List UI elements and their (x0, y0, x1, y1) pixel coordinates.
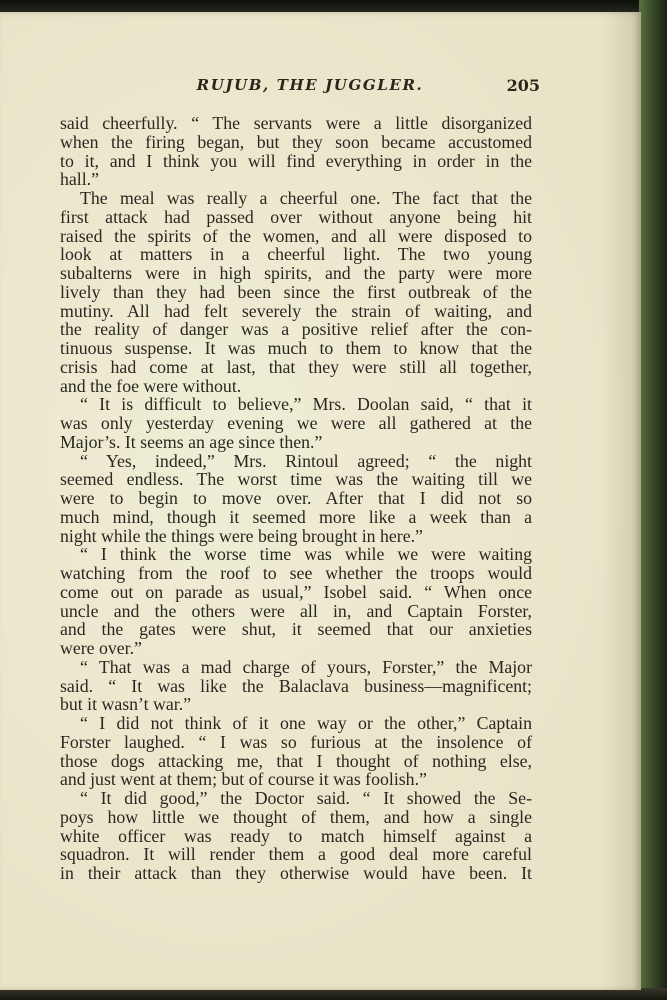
text-line: to it, and I think you will find everything in order in the (60, 150, 532, 171)
text-line: uncle and the others were all in, and Captain Forster, (60, 600, 532, 621)
text-line: raised the spirits of the women, and all were disposed to (60, 225, 532, 246)
text-line: and just went at them; but of course it was foolish.” (60, 769, 427, 790)
text-line: squadron. It will render them a good deal more careful (60, 844, 532, 865)
text-line: “ I did not think of it one way or the other,” Captain (80, 713, 532, 733)
text-line: “ It did good,” the Doctor said. “ It showed the Se- (80, 788, 532, 808)
text-line: “ Yes, indeed,” Mrs. Rintoul agreed; “ the night (80, 450, 532, 471)
text-line: in their attack than they otherwise would have been. It (60, 863, 532, 883)
text-line: mutiny. All had felt severely the strain of waiting, and (60, 300, 532, 321)
text-line: The meal was really a cheerful one. The fact that the (80, 188, 532, 208)
text-line: those dogs attacking me, that I thought of nothing else, (60, 750, 532, 771)
text-line: said cheerfully. “ The servants were a little disorganized (60, 113, 532, 133)
text-line: were over.” (60, 638, 142, 658)
text-line: night while the things were being brought in here.” (60, 525, 423, 546)
text-line: was only yesterday evening we were all gathered at the (60, 413, 532, 433)
text-line: crisis had come at last, that they were still all together, (60, 356, 532, 377)
text-line: poys how little we thought of them, and how a single (60, 806, 532, 827)
text-line: watching from the roof to see whether the troops would (60, 563, 532, 583)
text-line: but it wasn’t war.” (60, 694, 192, 715)
book-page (0, 12, 641, 990)
text-line: subalterns were in high spirits, and the party were more (60, 263, 532, 283)
text-line: first attack had passed over without anyone being hit (60, 206, 532, 227)
text-line: Forster laughed. “ I was so furious at the insolence of (60, 731, 532, 752)
text-line: the reality of danger was a positive relief after the con- (60, 319, 532, 340)
text-line: seemed endless. The worst time was the waiting till we (60, 469, 532, 490)
book-spine (639, 0, 667, 1000)
body-text (60, 114, 532, 883)
text-line: look at matters in a cheerful light. The two young (60, 244, 532, 265)
text-line: Major’s. It seems an age since then.” (60, 431, 323, 452)
text-line: come out on parade as usual,” Isobel said. “ When once (60, 581, 532, 602)
running-head (0, 74, 641, 100)
text-line: white officer was ready to match himself against a (60, 825, 532, 846)
text-line: “ It is difficult to believe,” Mrs. Doolan said, “ that it (80, 394, 532, 415)
text-line: and the gates were shut, it seemed that our anxieties (60, 619, 532, 640)
text-line: said. “ It was like the Balaclava business—magnificent; (60, 675, 532, 696)
text-line: and the foe were without. (60, 375, 242, 396)
text-line: when the firing began, but they soon became accustomed (60, 131, 532, 152)
text-line: were to begin to move over. After that I did not so (60, 488, 532, 508)
text-line: “ I think the worse time was while we were waiting (80, 544, 532, 565)
running-head-title: RUJUB, THE JUGGLER. (196, 76, 424, 94)
text-line: much mind, though it seemed more like a week than a (60, 506, 532, 527)
page-number: 205 (506, 76, 540, 95)
text-line: tinuous suspense. It was much to them to know that the (60, 338, 532, 358)
text-line: lively than they had been since the first outbreak of the (60, 281, 532, 302)
text-line: hall.” (60, 169, 100, 190)
text-line: “ That was a mad charge of yours, Forster,” the Major (80, 656, 532, 677)
